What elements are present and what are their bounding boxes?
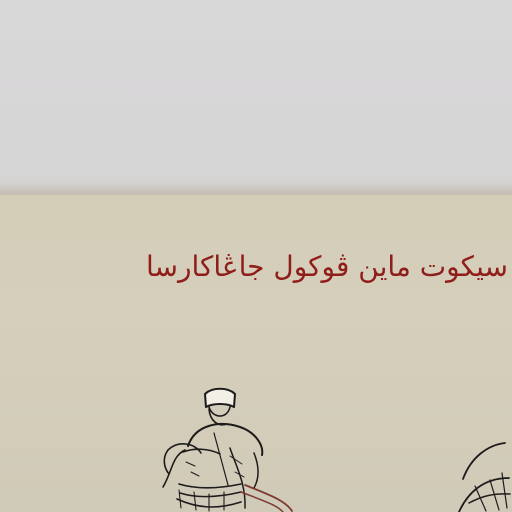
page-title: سيكوت ماين ڤوكول جاڠاكارسا	[146, 250, 508, 283]
man-figure-icon	[138, 382, 512, 512]
illustration	[138, 382, 512, 512]
